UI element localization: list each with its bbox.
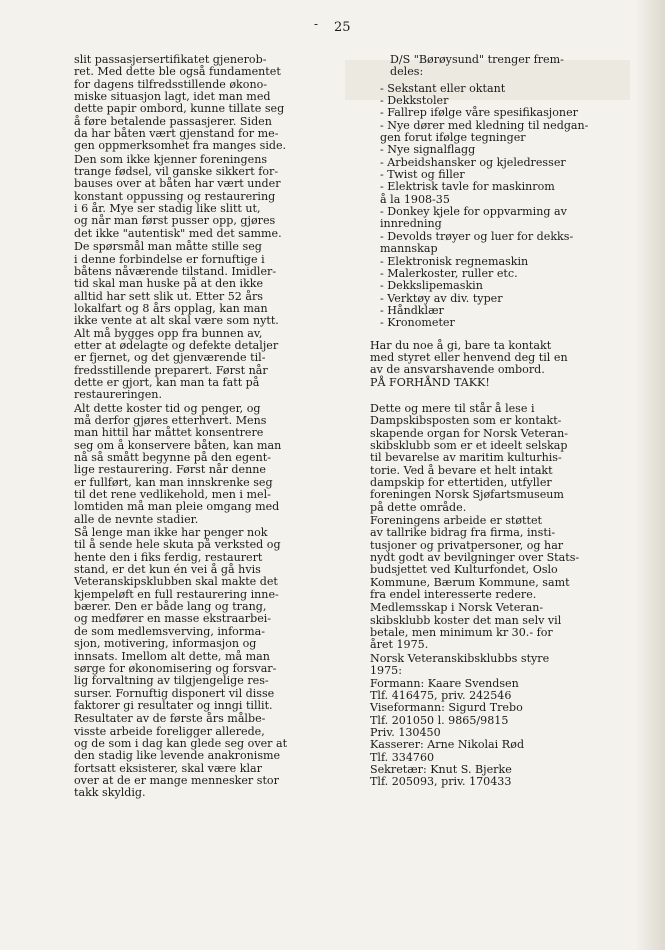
needs-item: - Dekkslipemaskin xyxy=(380,279,483,293)
left-paragraph-2: Den som ikke kjenner foreningens trange fødsel, vil ganske sikkert for- bauses over at båten har vært under konstant oppussing og restaurering i 6 år. Mye ser stadig like slitt ut, og når man først pusser opp, gjøres det ikke "autentisk" med det samme. xyxy=(74,152,282,240)
needs-item: - Devolds trøyer og luer for dekks- mannskap xyxy=(380,229,574,256)
needs-item: - Sekstant eller oktant xyxy=(380,81,506,95)
needs-item: - Nye signalflagg xyxy=(380,143,476,157)
board-line: Tlf. 201050 l. 9865/9815 xyxy=(370,713,509,727)
left-paragraph-6: Resultater av de første års målbe- visste arbeide foreligger allerede, og de som i dag kan glede seg over at den stadig like levende anakronisme fortsatt eksisterer, skal være klar over at de er mange mennesker stor takk skyldig. xyxy=(74,712,288,800)
needs-item: - Fallrep ifølge våre spesifikasjoner xyxy=(380,106,578,120)
board-line: Tlf. 416475, priv. 242546 xyxy=(370,688,512,702)
board-list xyxy=(370,678,628,789)
needs-item: - Verktøy av div. typer xyxy=(380,291,503,305)
needs-item: - Håndklær xyxy=(380,303,444,317)
left-paragraph-5: Så lenge man ikke har penger nok til å sende hele skuta på verksted og hente den i fiks ferdig, restaurert stand, er det kun én vei å gå hvis Veteranskipsklubben skal makte det kjempeløft en full restaurering inne- bærer. Den er både lang og trang, og medfører en masse ekstraarbei- de som medlemsverving, informa- sjon, motivering, informasjon og innsats. Imellom alt dette, må man sørge for økonomisering og forsvar- lig forvaltning av tilgjengelige res- surser. Fornuftig disponert vil disse faktorer gi resultater og inngi tillit. xyxy=(74,526,281,712)
needs-list xyxy=(380,83,628,330)
info-paragraph-2: Foreningens arbeide er støttet av tallrike bidrag fra firma, insti- tusjoner og privatpersoner, og har nydt godt av bevilgninger over Stats- budsjettet ved Kulturfondet, Oslo Kommune, Bærum Kommune, samt fra endel interesserte redere. xyxy=(370,514,580,602)
info-paragraph-1: Dette og mere til står å lese i Dampskibsposten som er kontakt- skapende organ for Norsk Veteran- skibsklubb som er et ideelt selskap til bevarelse av maritim kulturhis- torie. Ved å bevare et helt intakt dampskip for ettertiden, utfyller foreningen Norsk Sjøfartsmuseum på dette område. xyxy=(370,401,569,514)
left-paragraph-3: De spørsmål man måtte stille seg i denne forbindelse er fornuftige i båtens nåværende tilstand. Imidler- tid skal man huske på at den ikke alltid har sett slik ut. Etter 52 års lokalfart og 8 års opplag, kan man ikke vente at alt skal være som nytt. Alt må bygges opp fra bunnen av, etter at ødelagte og defekte detaljer er fjernet, og det gjenværende til- fredsstillende preparert. Først når dette er gjort, kan man ta fatt på restaureringen. xyxy=(74,240,279,402)
board-line: Kasserer: Arne Nikolai Rød xyxy=(370,738,525,752)
needs-item: - Malerkoster, ruller etc. xyxy=(380,266,518,280)
needs-item: - Arbeidshansker og kjeledresser xyxy=(380,155,566,169)
board-title: Norsk Veteranskibsklubbs styre 1975: xyxy=(370,651,550,678)
board-line: Tlf. 334760 xyxy=(370,750,435,764)
needs-item: - Donkey kjele for oppvarming av innredning xyxy=(380,205,567,231)
left-column xyxy=(74,54,314,801)
page-edge-shadow xyxy=(635,0,665,950)
needs-item: - Elektronisk regnemaskin xyxy=(380,254,529,268)
board-line: Viseformann: Sigurd Trebo xyxy=(370,701,523,715)
needs-intro: D/S "Børøysund" trenger frem- deles: xyxy=(390,53,564,79)
page-number-dash: - xyxy=(314,17,319,31)
needs-item: - Dekkstoler xyxy=(380,94,449,108)
right-column xyxy=(370,54,628,789)
thanks-heading: PÅ FORHÅND TAKK! xyxy=(370,375,490,389)
board-line: Priv. 130450 xyxy=(370,725,441,739)
needs-item: - Twist og filler xyxy=(380,168,465,182)
left-paragraph-1: slit passasjersertifikatet gjenerob- ret. Med dette ble også fundamentet for dagens tilfredsstillende økono- miske situasjon lagt, idet man med dette papir ombord, kunne tillate seg å føre betalende passasjerer. Siden da har båten vært gjenstand for me- gen oppmerksomhet fra manges side. xyxy=(74,53,287,153)
contact-text: Har du noe å gi, bare ta kontakt med styret eller henvend deg til en av de ansvarshavende ombord. xyxy=(370,338,568,377)
board-line: Sekretær: Knut S. Bjerke xyxy=(370,762,512,776)
board-line: Tlf. 205093, priv. 170433 xyxy=(370,775,512,789)
left-paragraph-4: Alt dette koster tid og penger, og må derfor gjøres etterhvert. Mens man hittil har måttet konsentrere seg om å konservere båten, kan man nå så smått begynne på den egent- lige restaurering. Først når denne er fullført, kan man innskrenke seg til det rene vedlikehold, men i mel- lomtiden må man pleie omgang med alle de nevnte stadier. xyxy=(74,401,282,526)
page-number: 25 xyxy=(334,20,351,35)
needs-item: - Elektrisk tavle for maskinrom å la 1908-35 xyxy=(380,180,555,206)
info-paragraph-3: Medlemsskap i Norsk Veteran- skibsklubb koster det man selv vil betale, men minimum kr 30.- for året 1975. xyxy=(370,601,562,652)
needs-item: - Kronometer xyxy=(380,316,455,330)
needs-item: - Nye dører med kledning til nedgan- gen forut ifølge tegninger xyxy=(380,118,589,145)
board-line: Formann: Kaare Svendsen xyxy=(370,676,519,690)
